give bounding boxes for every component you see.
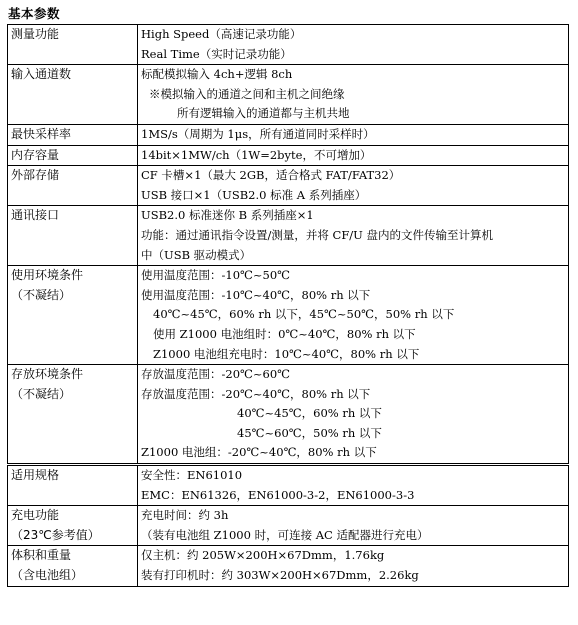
table-row	[8, 365, 569, 465]
content-line: USB2.0 标准迷你 B 系列插座×1	[141, 208, 314, 223]
table-row	[8, 166, 569, 206]
label-line: 内存容量	[11, 147, 60, 162]
content-line: 1MS/s（周期为 1μs，所有通道同时采样时）	[141, 126, 375, 141]
content-line: 仅主机：约 205W×200H×67Dmm，1.76kg	[141, 548, 385, 563]
row-label	[8, 266, 138, 365]
row-content	[138, 465, 569, 506]
label-line: 通讯接口	[11, 208, 60, 223]
row-label	[8, 65, 138, 125]
content-line: 标配模拟输入 4ch+逻辑 8ch	[141, 67, 293, 82]
label-line: 使用环境条件	[11, 268, 84, 283]
row-content	[138, 506, 569, 546]
row-label	[8, 365, 138, 465]
content-line: 使用温度范围：-10℃~40℃，80% rh 以下	[141, 287, 371, 302]
spec-table	[7, 24, 569, 587]
content-line: 安全性：EN61010	[141, 468, 243, 483]
content-line: High Speed（高速记录功能）	[141, 27, 302, 41]
table-row	[8, 145, 569, 166]
content-line: 14bit×1MW/ch（1W=2byte，不可增加）	[141, 147, 372, 162]
row-label	[8, 124, 138, 145]
label-line: 体积和重量	[11, 548, 72, 563]
content-line: 装有打印机时：约 303W×200H×67Dmm，2.26kg	[141, 568, 419, 583]
row-content	[138, 25, 569, 65]
content-line: 所有逻辑输入的通道都与主机共地	[177, 106, 350, 121]
label-line: 充电功能	[11, 508, 60, 523]
label-line: 适用规格	[11, 468, 60, 483]
content-line: 中（USB 驱动模式）	[141, 247, 252, 262]
content-line: 45℃~60℃，50% rh 以下	[237, 425, 382, 440]
row-content	[138, 365, 569, 465]
row-content	[138, 206, 569, 266]
table-row	[8, 65, 569, 125]
table-row	[8, 206, 569, 266]
label-line: 最快采样率	[11, 126, 72, 141]
table-row	[8, 25, 569, 65]
row-content	[138, 65, 569, 125]
content-line: USB 接口×1（USB2.0 标准 A 系列插座）	[141, 187, 367, 202]
table-row	[8, 546, 569, 586]
content-line: 使用温度范围：-10℃~50℃	[141, 268, 291, 283]
label-line: 测量功能	[11, 27, 60, 41]
content-line: 40℃~45℃，60% rh 以下，45℃~50℃，50% rh 以下	[153, 307, 455, 322]
table-row	[8, 124, 569, 145]
table-row	[8, 506, 569, 546]
content-line: 40℃~45℃，60% rh 以下	[237, 406, 382, 421]
row-label	[8, 546, 138, 586]
content-line: 功能：通过通讯指令设置/测量，并将 CF/U 盘内的文件传输至计算机	[141, 227, 494, 242]
label-line: 存放环境条件	[11, 367, 84, 382]
table-row	[8, 465, 569, 506]
content-line: Z1000 电池组充电时：10℃~40℃，80% rh 以下	[153, 346, 420, 361]
content-line: 使用 Z1000 电池组时：0℃~40℃，80% rh 以下	[153, 326, 416, 341]
label-line: （不凝结）	[11, 287, 72, 302]
row-content	[138, 266, 569, 365]
row-content	[138, 546, 569, 586]
table-row	[8, 266, 569, 365]
section-title: 基本参数	[8, 6, 61, 21]
row-content	[138, 166, 569, 206]
row-label	[8, 25, 138, 65]
content-line: （装有电池组 Z1000 时，可连接 AC 适配器进行充电）	[141, 527, 429, 542]
content-line: EMC：EN61326，EN61000-3-2，EN61000-3-3	[141, 487, 415, 502]
content-line: Real Time（实时记录功能）	[141, 46, 292, 61]
content-line: 充电时间：约 3h	[141, 508, 229, 523]
content-line: 存放温度范围：-20℃~60℃	[141, 367, 291, 382]
content-line: Z1000 电池组：-20℃~40℃，80% rh 以下	[141, 445, 377, 460]
row-label	[8, 506, 138, 546]
row-label	[8, 206, 138, 266]
row-label	[8, 145, 138, 166]
label-line: （不凝结）	[11, 386, 72, 401]
label-line: 输入通道数	[11, 67, 72, 82]
row-label	[8, 465, 138, 506]
label-line: （23℃参考值）	[11, 527, 100, 542]
content-line: 存放温度范围：-20℃~40℃，80% rh 以下	[141, 386, 371, 401]
content-line: CF 卡槽×1（最大 2GB，适合格式 FAT/FAT32）	[141, 168, 401, 183]
content-line: ※模拟输入的通道之间和主机之间绝缘	[149, 86, 345, 101]
row-content	[138, 124, 569, 145]
row-content	[138, 145, 569, 166]
row-label	[8, 166, 138, 206]
label-line: 外部存储	[11, 168, 60, 183]
label-line: （含电池组）	[11, 568, 84, 583]
